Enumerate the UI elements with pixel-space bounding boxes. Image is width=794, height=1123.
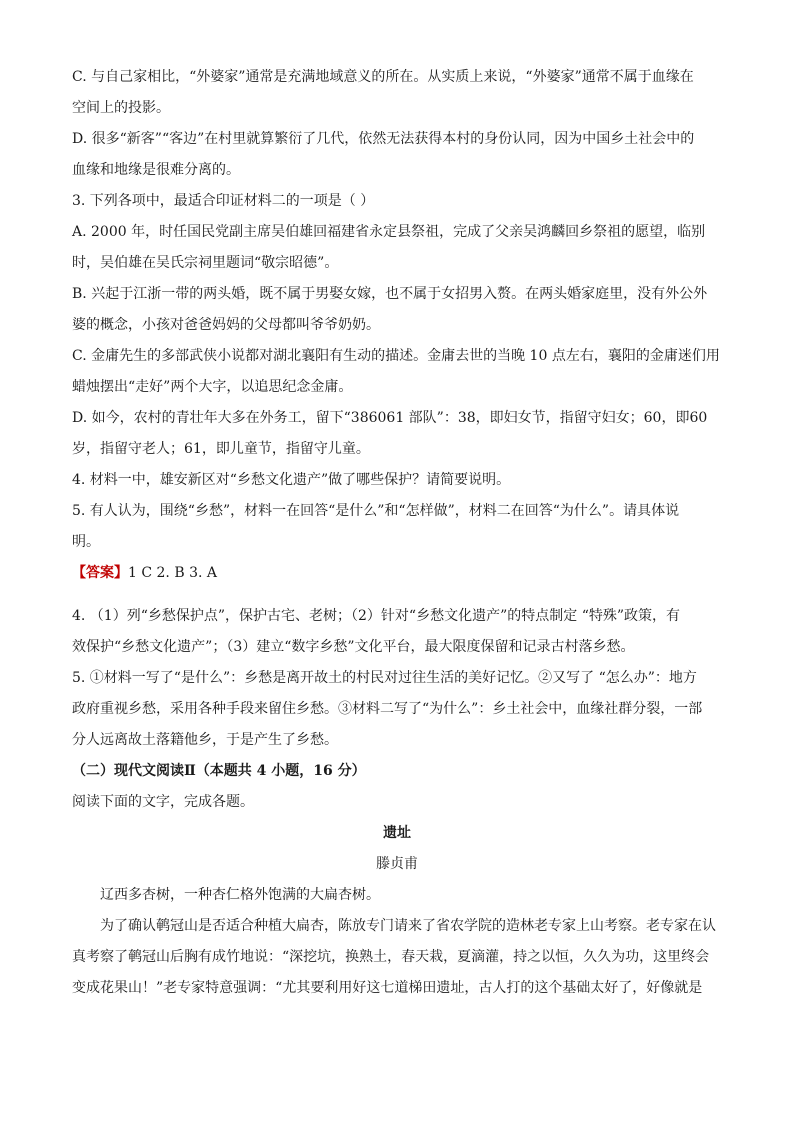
article-title: 遗址	[383, 825, 411, 841]
q3-option-d-line2: 岁，指留守老人；61，即儿童节，指留守儿童。	[72, 441, 370, 457]
spacer	[72, 589, 722, 601]
article-paragraph-2-line2: 真考察了鹌冠山后胸有成竹地说：“深挖坑，换熟土，春天栽，夏滴灌，持之以恒，久久为功，这里终会	[72, 949, 710, 965]
q3-option-c-line2: 蜡烛摆出“走好”两个大字，以追思纪念金庸。	[72, 379, 353, 395]
option-d-line2: 血缘和地缘是很难分离的。	[72, 162, 240, 178]
question-5-line2: 明。	[72, 534, 100, 550]
question-4-stem: 4. 材料一中，雄安新区对“乡愁文化遗产”做了哪些保护？请简要说明。	[72, 472, 511, 488]
question-3-stem: 3. 下列各项中，最适合印证材料二的一项是（ ）	[72, 193, 375, 209]
option-c-line1: C. 与自己家相比，“外婆家”通常是充满地域意义的所在。从实质上来说，“外婆家”通常不属于血缘在	[72, 69, 694, 85]
answer-choices: 1 C 2. B 3. A	[128, 565, 217, 581]
article-paragraph-1: 辽西多杏树，一种杏仁格外饱满的大扁杏树。	[100, 887, 380, 903]
answer-5-line1: 5. ①材料一写了“是什么”：乡愁是离开故土的村民对过往生活的美好记忆。②又写了 “怎么办”：地方	[72, 670, 697, 686]
q3-option-b-line2: 婆的概念，小孩对爸爸妈妈的父母都叫爷爷奶奶。	[72, 317, 380, 333]
answer-4-line2: 效保护“乡愁文化遗产”；（3）建立“数字乡愁”文化平台，最大限度保留和记录古村落乡愁。	[72, 639, 635, 655]
option-d-line1: D. 很多“新客”“客边”在村里就算繁衍了几代，依然无法获得本村的身份认同，因为中国乡土社会中的	[72, 131, 695, 147]
section-instruction: 阅读下面的文字，完成各题。	[72, 794, 254, 810]
section-heading: （二）现代文阅读Ⅱ（本题共 4 小题，16 分）	[72, 763, 366, 779]
answer-4-line1: 4. （1）列“乡愁保护点”，保护古宅、老树；（2）针对“乡愁文化遗产”的特点制定 “特殊”政策，有	[72, 608, 681, 624]
answer-line	[72, 558, 722, 589]
article-paragraph-2-line3: 变成花果山！”老专家特意强调：“尤其要利用好这七道梯田遗址，古人打的这个基础太好了，好像就是	[72, 980, 703, 996]
answer-5-line2: 政府重视乡愁，采用各种手段来留住乡愁。③材料二写了“为什么”：乡土社会中，血缘社群分裂，一部	[72, 701, 703, 717]
answer-5-line3: 分人远离故土落籍他乡，于是产生了乡愁。	[72, 732, 338, 748]
q3-option-a-line1: A. 2000 年，时任国民党副主席吴伯雄回福建省永定县祭祖，完成了父亲吴鸿麟回乡祭祖的愿望，临别	[72, 224, 706, 240]
q3-option-d-line1: D. 如今，农村的青壮年大多在外务工，留下“386061 部队”：38，即妇女节，指留守妇女；60，即60	[72, 410, 708, 426]
article-paragraph-2-line1: 为了确认鹌冠山是否适合种植大扁杏，陈放专门请来了省农学院的造林老专家上山考察。老专家在认	[100, 918, 716, 934]
option-c-line2: 空间上的投影。	[72, 100, 170, 116]
answer-tag: 【答案】	[72, 565, 128, 581]
page-content	[72, 62, 722, 1004]
question-5-line1: 5. 有人认为，围绕“乡愁”，材料一在回答“是什么”和“怎样做”，材料二在回答“为什么”。请具体说	[72, 503, 680, 519]
q3-option-b-line1: B. 兴起于江浙一带的两头婚，既不属于男娶女嫁，也不属于女招男入赘。在两头婚家庭里，没有外公外	[72, 286, 708, 302]
q3-option-a-line2: 时，吴伯雄在吴氏宗祠里题词“敬宗昭德”。	[72, 255, 339, 271]
article-author: 滕贞甫	[376, 856, 418, 872]
q3-option-c-line1: C. 金庸先生的多部武侠小说都对湖北襄阳有生动的描述。金庸去世的当晚 10 点左右，襄阳的金庸迷们用	[72, 348, 720, 364]
